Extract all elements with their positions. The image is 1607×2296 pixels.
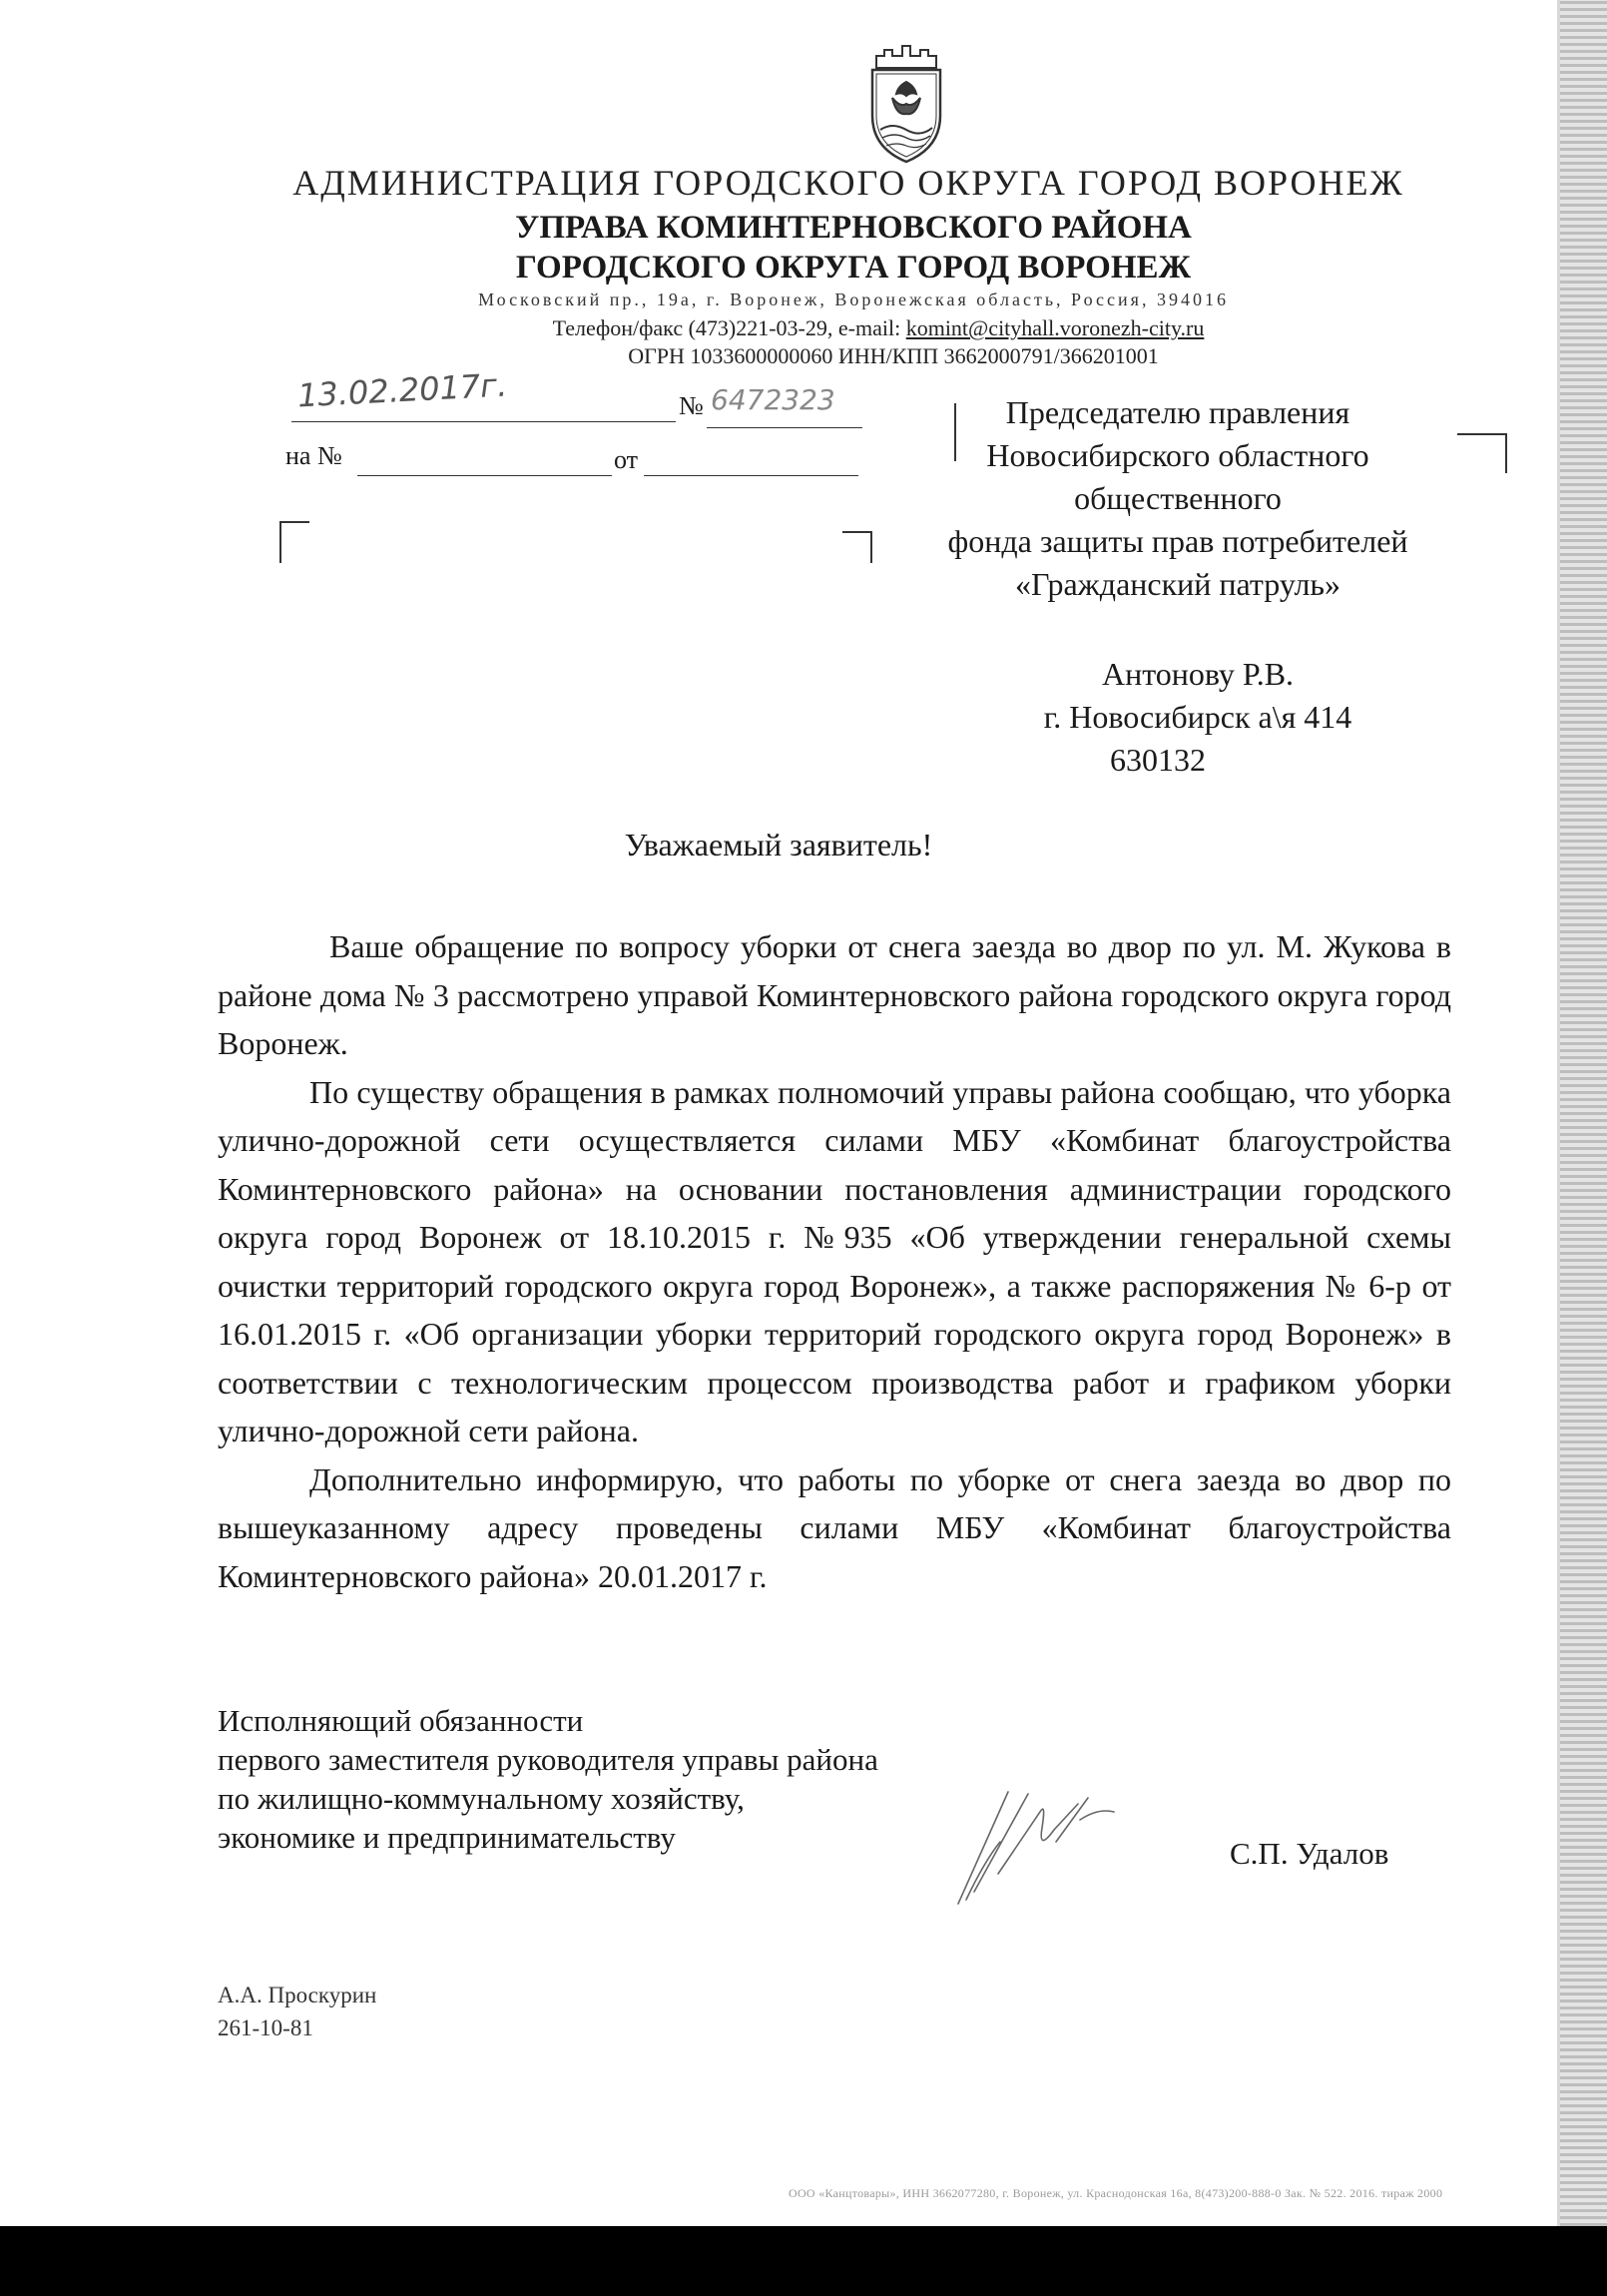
- bracket-top-right: [842, 531, 872, 563]
- reply-to-label: на №: [285, 441, 342, 470]
- body-paragraph-3: Дополнительно информирую, что работы по уборке от снега заезда во двор по вышеуказанному адресу проведены силами МБУ «Комбинат благоустройства Коминтерновского района» 20.01.2017 г.: [218, 1460, 1451, 1594]
- salutation: Уважаемый заявитель!: [624, 827, 933, 862]
- addressee-line4: фонда защиты прав потребителей: [947, 523, 1408, 559]
- executor-phone: 261-10-81: [218, 2015, 313, 2040]
- contacts-phone: Телефон/факс (473)221-03-29, e-mail:: [552, 315, 906, 340]
- signer-name: С.П. Удалов: [1230, 1836, 1389, 1871]
- uprava-title-line1: УПРАВА КОМИНТЕРНОВСКОГО РАЙОНА: [515, 210, 1192, 246]
- position-line1: Исполняющий обязанности: [218, 1703, 584, 1738]
- executor-info: [218, 1979, 376, 2044]
- addressee-line1: Председателю правления: [1005, 394, 1350, 430]
- uprava-title-line2: ГОРОДСКОГО ОКРУГА ГОРОД ВОРОНЕЖ: [515, 250, 1192, 286]
- position-line3: по жилищно-коммунальному хозяйству,: [218, 1781, 745, 1816]
- executor-name: А.А. Проскурин: [218, 1983, 377, 2008]
- position-line4: экономике и предпринимательству: [218, 1820, 676, 1855]
- outgoing-date-handwritten: 13.02.2017г.: [296, 365, 509, 415]
- addressee-line5: «Гражданский патруль»: [1014, 566, 1340, 602]
- letter-body: [218, 922, 1451, 1600]
- scan-edge-strip: [1560, 0, 1607, 2226]
- addressee-line2: Новосибирского областного: [986, 437, 1369, 473]
- date-underline: [291, 421, 676, 422]
- uprava-requisites: ОГРН 1033600000060 ИНН/КПП 3662000791/366201001: [628, 343, 1159, 368]
- signature-position: [218, 1701, 878, 1857]
- body-paragraph-2: По существу обращения в рамках полномочий управы района сообщаю, что уборка улично-дорожной сети осуществляется силами МБУ «Комбинат благоустройства Коминтерновского района» на основании постановления администрации городского округа город Воронеж от 18.10.2015 г. №935 «Об утверждении генеральной схемы очистки территорий городского округа город Воронеж», а также распоряжения № 6-р от 16.01.2015 г. «Об организации уборки территорий городского округа город Воронеж» в соответствии с технологическим процессом производства работ и графиком уборки улично-дорожной сети района.: [218, 1073, 1451, 1448]
- contacts-email-link[interactable]: komint@cityhall.voronezh-city.ru: [905, 315, 1205, 340]
- addressee-postcode: 630132: [1110, 742, 1206, 778]
- uprava-contacts: [100, 315, 1607, 341]
- reply-date-underline: [644, 475, 858, 476]
- coat-of-arms-emblem: [856, 38, 956, 166]
- number-underline: [707, 427, 862, 428]
- reply-number-underline: [357, 475, 612, 476]
- addressee-line3: общественного: [1074, 480, 1282, 516]
- bracket-top-left: [279, 521, 309, 563]
- uprava-address: Московский пр., 19а, г. Воронеж, Воронежская область, Россия, 394016: [478, 289, 1229, 309]
- from-label: от: [614, 445, 639, 474]
- administration-title: АДМИНИСТРАЦИЯ ГОРОДСКОГО ОКРУГА ГОРОД ВОРОНЕЖ: [292, 163, 1404, 203]
- body-paragraph-1: Ваше обращение по вопросу уборки от снега заезда во двор по ул. М. Жукова в районе дома № 3 рассмотрено управой Коминтерновского района городского округа город Воронеж.: [218, 928, 1451, 1061]
- addressee-city-box: г. Новосибирск а\я 414: [1043, 699, 1352, 735]
- addressee-name: Антонову Р.В.: [1101, 656, 1295, 692]
- scan-bottom-band: [0, 2226, 1607, 2296]
- printer-imprint: ООО «Канцтовары», ИНН 3662077280, г. Воронеж, ул. Краснодонская 16а, 8(473)200-888-0 Зак. № 522. 2016. тираж 2000: [789, 2186, 1443, 2200]
- position-line2: первого заместителя руководителя управы района: [218, 1742, 878, 1777]
- outgoing-number-handwritten: 6472323: [711, 383, 835, 416]
- handwritten-signature: [938, 1772, 1128, 1912]
- number-sign: №: [679, 391, 704, 420]
